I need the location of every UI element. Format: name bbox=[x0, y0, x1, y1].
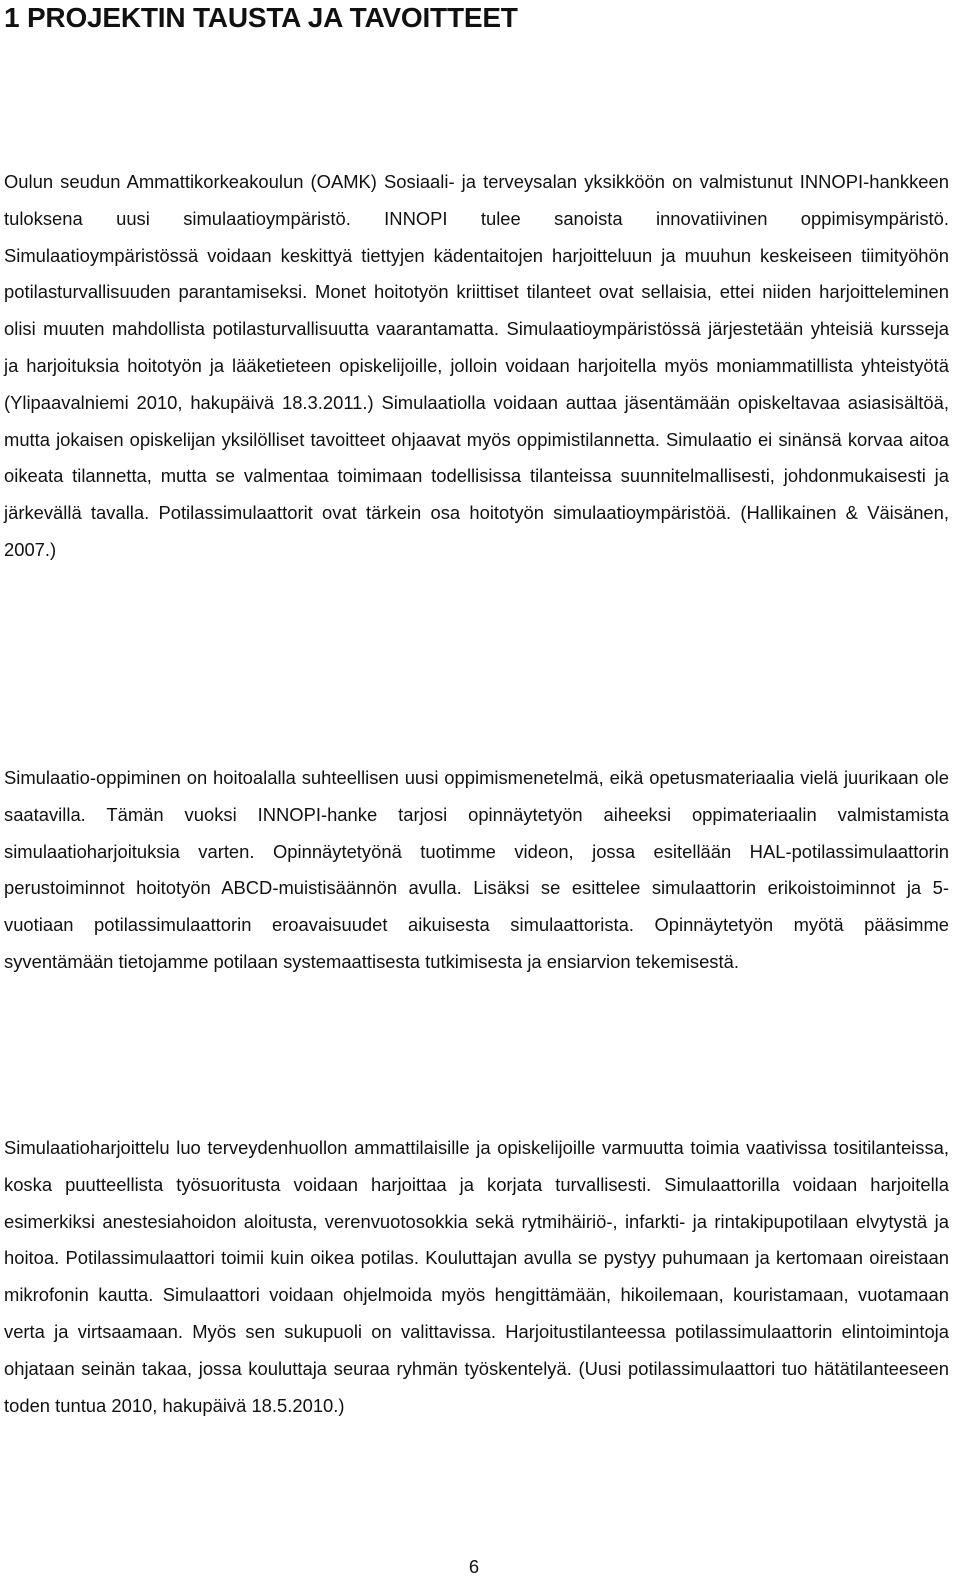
page-number: 6 bbox=[468, 1556, 480, 1577]
section-heading: 1 PROJEKTIN TAUSTA JA TAVOITTEET bbox=[4, 2, 518, 33]
paragraph-background: Oulun seudun Ammattikorkeakoulun (OAMK) Sosiaali- ja terveysalan yksikköön on valmistunut INNOPI-hankkeen tuloksena uusi simulaatioympäristö. INNOPI tulee sanoista innovatiivinen oppimisympäristö. Simulaatioympäristössä voidaan keskittyä tiettyjen kädentaitojen harjoitteluun ja muuhun keskeiseen tiimityöhön potilasturvallisuuden parantamiseksi. Monet hoitotyön kriittiset tilanteet ovat sellaisia, ettei niiden harjoitteleminen olisi muuten mahdollista potilasturvallisuutta vaarantamatta. Simulaatioympäristössä järjestetään yhteisiä kursseja ja harjoituksia hoitotyön ja lääketieteen opiskelijoille, jolloin voidaan harjoitella myös moniammatillista yhteistyötä (Ylipaavalniemi 2010, hakupäivä 18.3.2011.) Simulaatiolla voidaan auttaa jäsentämään opiskeltavaa asiasisältöä, mutta jokaisen opiskelijan yksilölliset tavoitteet ohjaavat myös oppimistilannetta. Simulaatio ei sinänsä korvaa aitoa oikeata tilannetta, mutta se valmentaa toimimaan todellisissa tilanteissa suunnitelmallisesti, johdonmukaisesti ja järkevällä tavalla. Potilassimulaattorit ovat tärkein osa hoitotyön simulaatioympäristöä. (Hallikainen & Väisänen, 2007.) bbox=[4, 171, 949, 560]
paragraph-simulation-training: Simulaatioharjoittelu luo terveydenhuollon ammattilaisille ja opiskelijoille varmuutta toimia vaativissa tositilanteissa, koska puutteellista työsuoritusta voidaan harjoittaa ja korjata turvallisesti. Simulaattorilla voidaan harjoitella esimerkiksi anestesiahoidon aloitusta, verenvuotosokkia sekä rytmihäiriö-, infarkti- ja rintakipupotilaan elvytystä ja hoitoa. Potilassimulaattori toimii kuin oikea potilas. Kouluttajan avulla se pystyy puhumaan ja kertomaan oireistaan mikrofonin kautta. Simulaattori voidaan ohjelmoida myös hengittämään, hikoilemaan, kouristamaan, vuotamaan verta ja virtsaamaan. Myös sen sukupuoli on valittavissa. Harjoitustilanteessa potilassimulaattorin elintoimintoja ohjataan seinän takaa, jossa kouluttaja seuraa ryhmän työskentelyä. (Uusi potilassimulaattori tuo hätätilanteeseen toden tuntua 2010, hakupäivä 18.5.2010.) bbox=[4, 1137, 949, 1416]
paragraph-project-goal: Simulaatio-oppiminen on hoitoalalla suhteellisen uusi oppimismenetelmä, eikä opetusmateriaalia vielä juurikaan ole saatavilla. Tämän vuoksi INNOPI-hanke tarjosi opinnäytetyön aiheeksi oppimateriaalin valmistamista simulaatioharjoituksia varten. Opinnäytetyönä tuotimme videon, jossa esitellään HAL-potilassimulaattorin perustoiminnot hoitotyön ABCD-muistisäännön avulla. Lisäksi se esittelee simulaattorin erikoistoiminnot ja 5-vuotiaan potilassimulaattorin eroavaisuudet aikuisesta simulaattorista. Opinnäytetyön myötä pääsimme syventämään tietojamme potilaan systemaattisesta tutkimisesta ja ensiarvion tekemisestä. bbox=[4, 767, 949, 972]
